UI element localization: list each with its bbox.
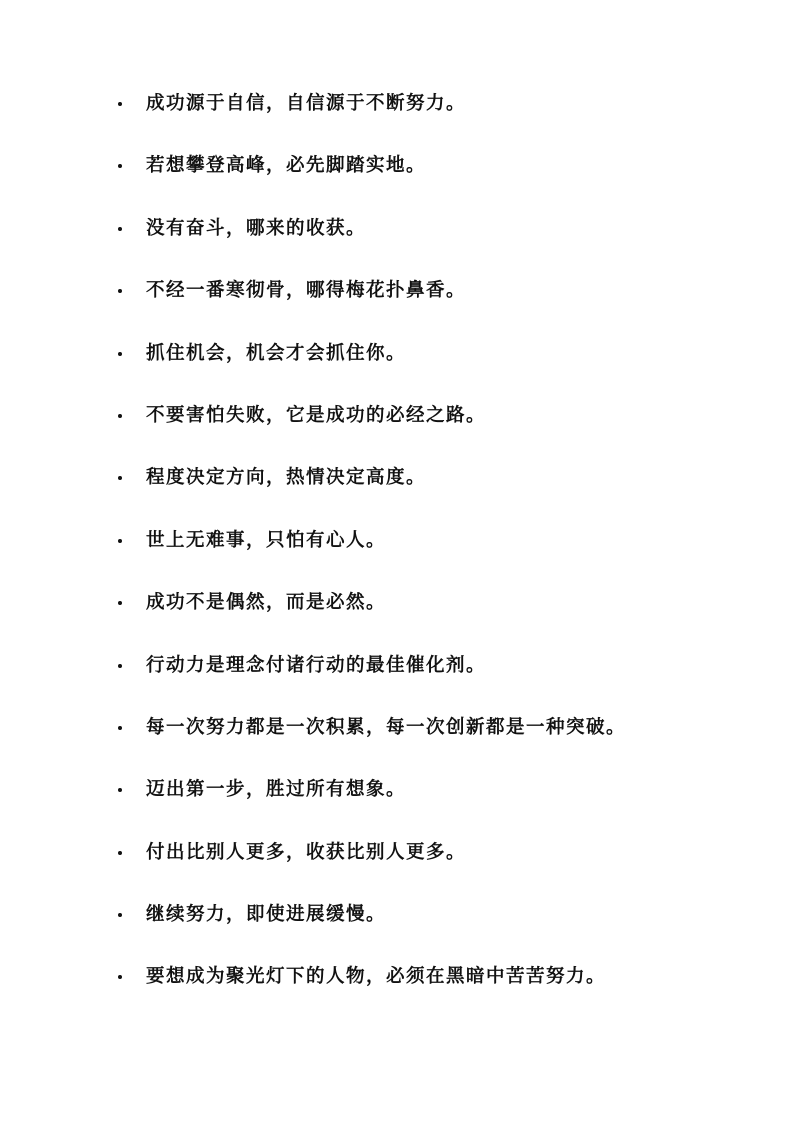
bullet-icon: [118, 476, 122, 480]
list-item: [0, 404, 800, 466]
quote-text: 不经一番寒彻骨，哪得梅花扑鼻香。: [146, 280, 467, 302]
quote-text: 继续努力，即使进展缓慢。: [146, 904, 387, 926]
bullet-icon: [118, 913, 122, 917]
bullet-icon: [118, 788, 122, 792]
list-item: [0, 654, 800, 716]
quote-text: 成功源于自信，自信源于不断努力。: [146, 93, 467, 114]
bullet-icon: [118, 726, 122, 730]
list-item: [0, 342, 800, 404]
quote-text: 若想攀登高峰，必先脚踏实地。: [146, 155, 427, 177]
list-item: [0, 154, 800, 216]
bullet-icon: [118, 539, 122, 543]
quote-text: 没有奋斗，哪来的收获。: [146, 217, 367, 239]
bullet-icon: [118, 102, 122, 106]
quote-list: [0, 92, 800, 1028]
bullet-icon: [118, 227, 122, 231]
list-item: [0, 529, 800, 591]
quote-text: 程度决定方向，热情决定高度。: [146, 467, 427, 489]
list-item: [0, 92, 800, 154]
list-item: [0, 903, 800, 965]
bullet-icon: [118, 601, 122, 605]
bullet-icon: [118, 414, 122, 418]
quote-text: 不要害怕失败，它是成功的必经之路。: [146, 404, 487, 426]
bullet-icon: [118, 164, 122, 168]
list-item: [0, 279, 800, 341]
list-item: [0, 778, 800, 840]
bullet-icon: [118, 352, 122, 356]
list-item: [0, 466, 800, 528]
list-item: [0, 841, 800, 903]
list-item: [0, 716, 800, 778]
bullet-icon: [118, 851, 122, 855]
quote-text: 每一次努力都是一次积累，每一次创新都是一种突破。: [146, 716, 627, 738]
quote-text: 抓住机会，机会才会抓住你。: [146, 342, 407, 364]
quote-text: 成功不是偶然，而是必然。: [146, 592, 387, 614]
quote-text: 付出比别人更多，收获比别人更多。: [146, 841, 467, 863]
bullet-icon: [118, 289, 122, 293]
bullet-icon: [118, 975, 122, 979]
quote-text: 世上无难事，只怕有心人。: [146, 529, 387, 551]
list-item: [0, 217, 800, 279]
quote-text: 迈出第一步，胜过所有想象。: [146, 779, 407, 801]
quote-text: 要想成为聚光灯下的人物，必须在黑暗中苦苦努力。: [146, 966, 607, 988]
list-item: [0, 591, 800, 653]
quote-text: 行动力是理念付诸行动的最佳催化剂。: [146, 654, 487, 676]
bullet-icon: [118, 664, 122, 668]
list-item: [0, 965, 800, 1027]
